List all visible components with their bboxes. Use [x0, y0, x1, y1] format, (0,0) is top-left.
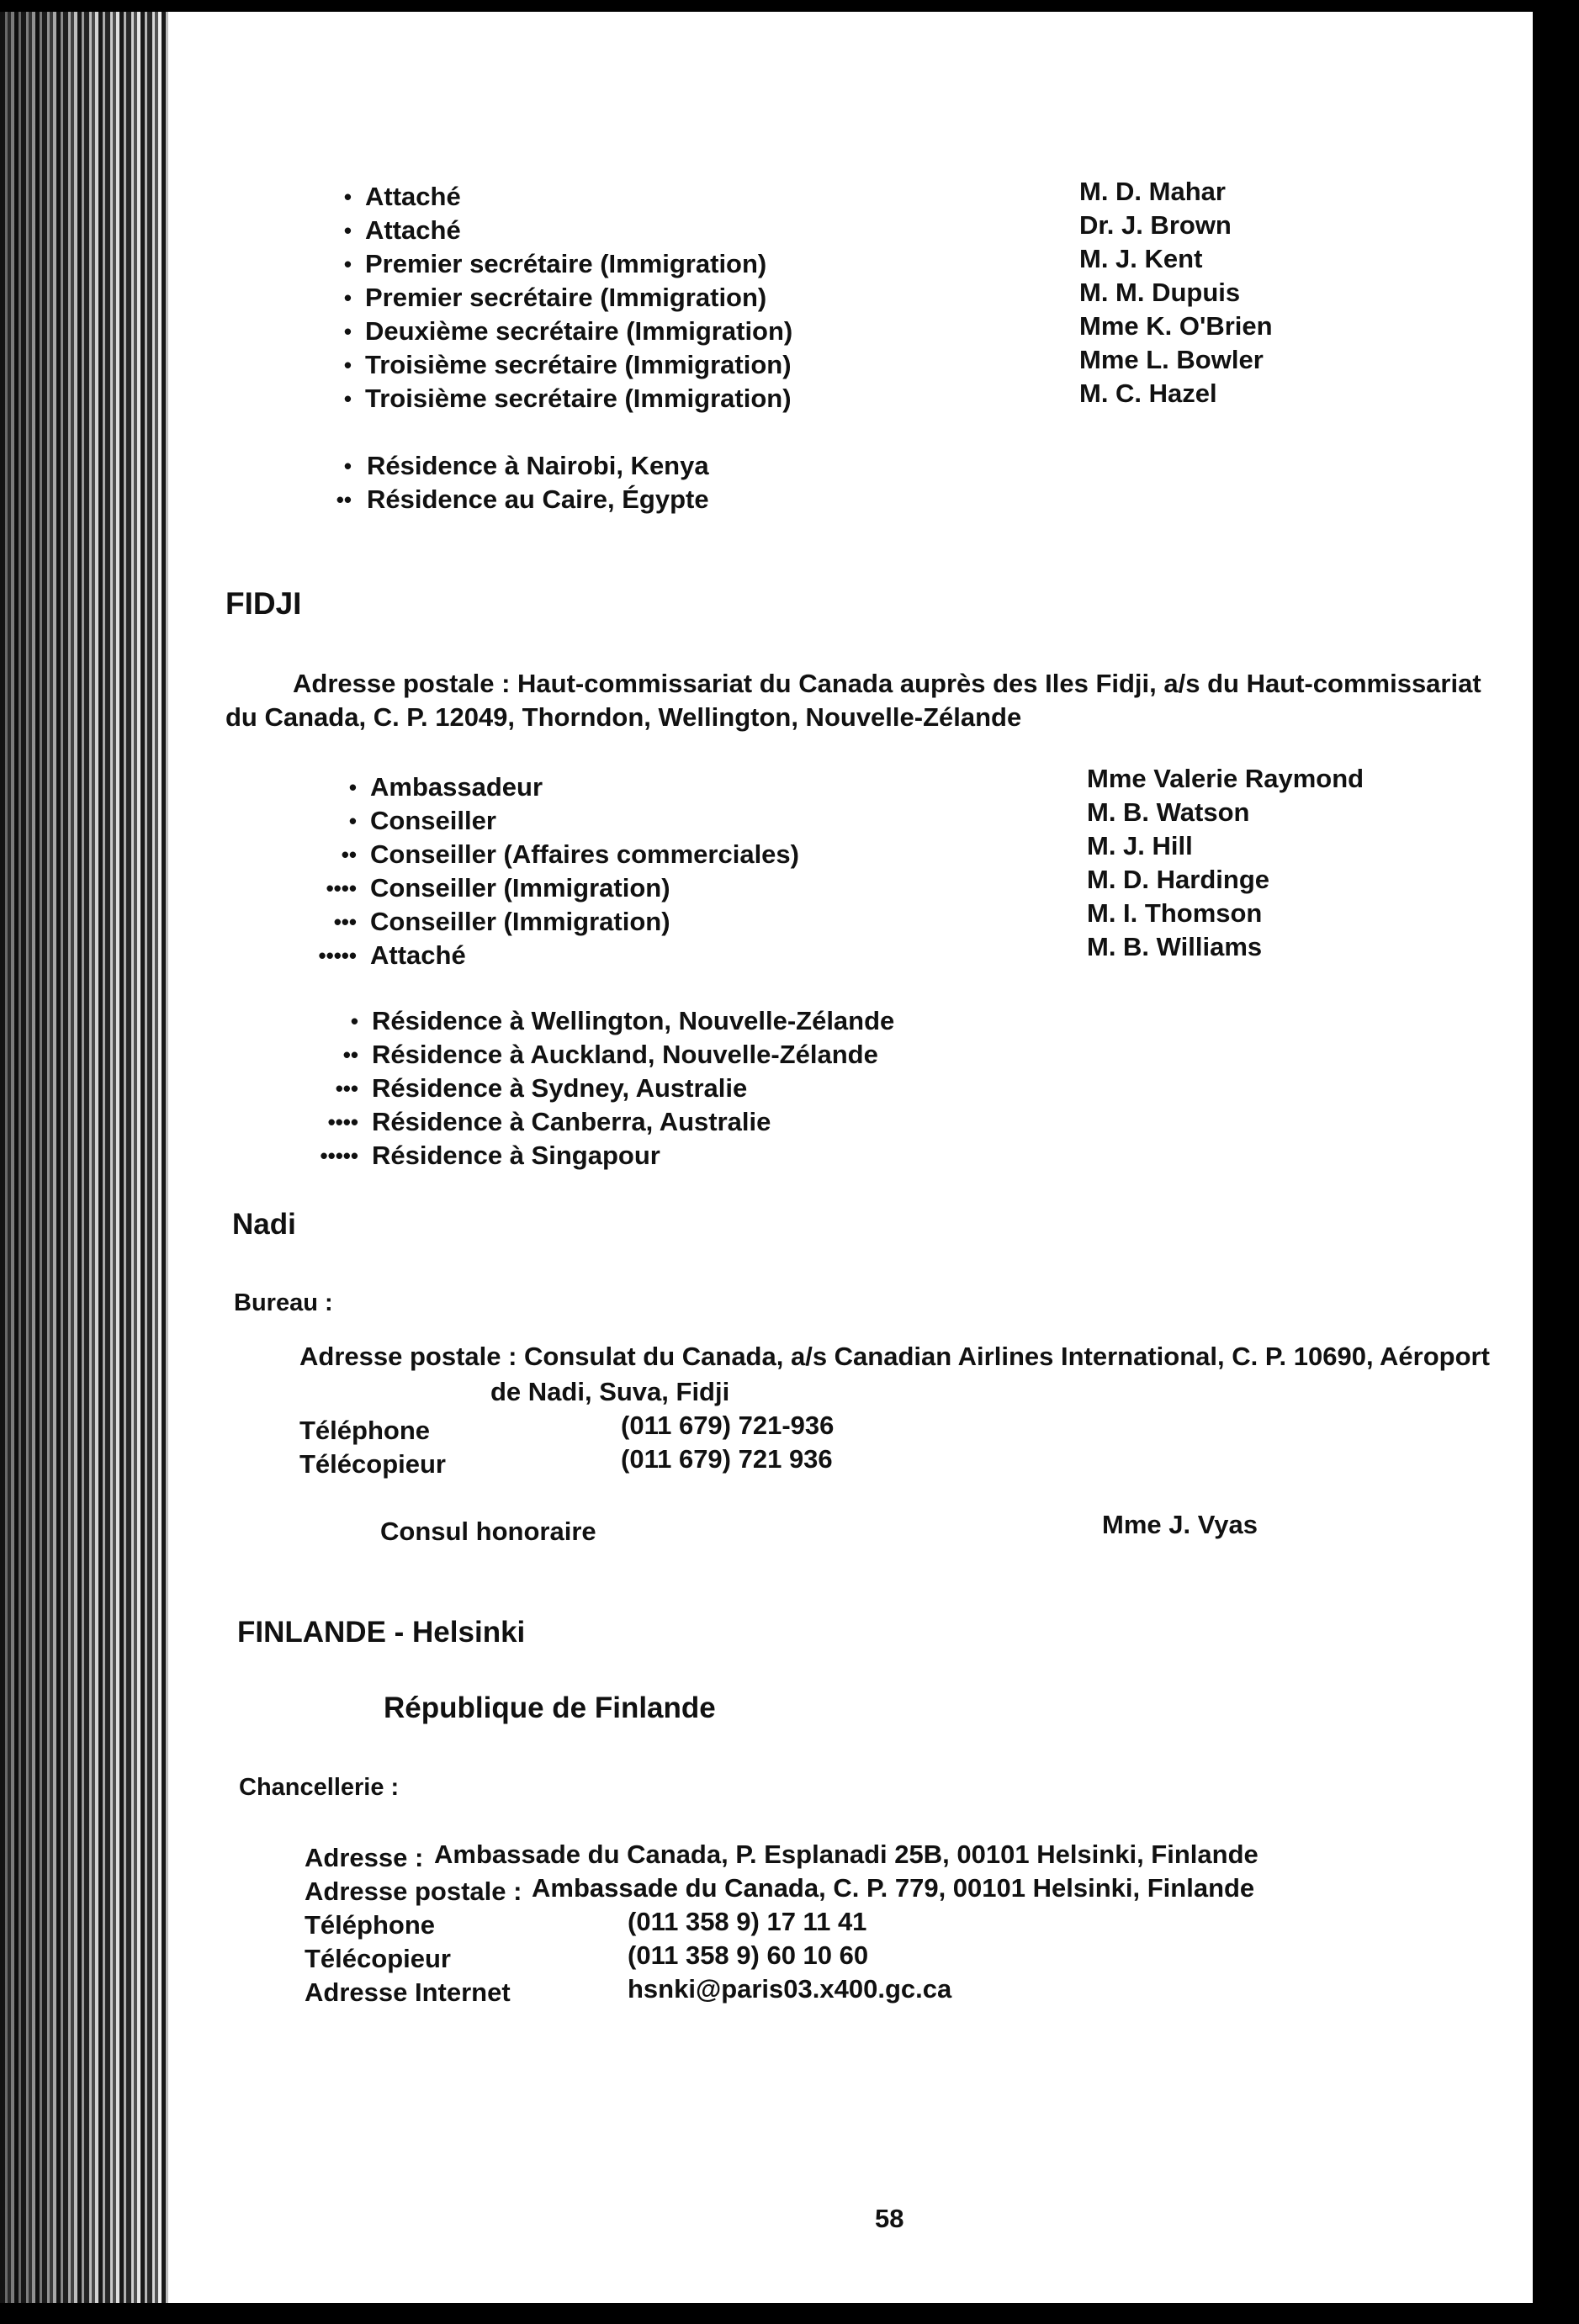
- residence-note: Résidence à Canberra, Australie: [372, 1107, 771, 1136]
- staff-name: M. J. Kent: [1079, 244, 1203, 273]
- finlande-subheading: République de Finlande: [384, 1691, 716, 1724]
- staff-name: M. D. Hardinge: [1087, 865, 1270, 894]
- consul-name: Mme J. Vyas: [1102, 1510, 1258, 1539]
- nadi-address-line2: de Nadi, Suva, Fidji: [490, 1377, 730, 1406]
- staff-title: Conseiller (Affaires commerciales): [370, 839, 799, 869]
- staff-name: M. J. Hill: [1087, 831, 1193, 860]
- staff-name: M. D. Mahar: [1079, 177, 1226, 206]
- bullet: •: [343, 285, 352, 310]
- fidji-address-line1: Adresse postale : Haut-commissariat du Canada auprès des Iles Fidji, a/s du Haut-commissariat: [293, 669, 1481, 698]
- finlande-phone-label: Téléphone: [305, 1910, 436, 1940]
- staff-title: Attaché: [365, 215, 461, 245]
- bullet: •: [350, 1008, 358, 1034]
- finlande-fax-value: (011 358 9) 60 10 60: [628, 1940, 869, 1970]
- staff-name: Mme L. Bowler: [1079, 345, 1264, 374]
- staff-name: Dr. J. Brown: [1079, 210, 1232, 240]
- staff-name: M. B. Watson: [1087, 797, 1250, 827]
- finlande-internet-label: Adresse Internet: [305, 1977, 511, 2007]
- staff-name: Mme Valerie Raymond: [1087, 764, 1364, 793]
- finlande-fax-label: Télécopieur: [305, 1944, 451, 1973]
- residence-note: Résidence au Caire, Égypte: [367, 484, 709, 514]
- bullet: •••: [333, 909, 357, 934]
- bullet: •: [343, 251, 352, 277]
- nadi-fax-label: Télécopieur: [299, 1449, 446, 1479]
- bullet: ••: [341, 842, 357, 867]
- staff-title: Premier secrétaire (Immigration): [365, 283, 767, 312]
- nadi-phone-label: Téléphone: [299, 1416, 431, 1445]
- staff-name: M. M. Dupuis: [1079, 278, 1241, 307]
- page-number: 58: [875, 2204, 904, 2233]
- section-heading-fidji: FIDJI: [225, 586, 302, 621]
- bullet: •: [343, 386, 352, 411]
- consul-title: Consul honoraire: [380, 1517, 596, 1546]
- nadi-fax-value: (011 679) 721 936: [621, 1444, 833, 1474]
- bullet: •: [348, 808, 357, 834]
- staff-title: Attaché: [365, 182, 461, 211]
- scan-border-top: [0, 0, 1579, 12]
- staff-name: M. I. Thomson: [1087, 898, 1263, 928]
- book-spine-edge: [0, 0, 168, 2324]
- residence-note: Résidence à Sydney, Australie: [372, 1073, 748, 1103]
- bullet: •••••: [318, 943, 357, 968]
- bullet: •: [343, 319, 352, 344]
- finlande-postal-label: Adresse postale :: [305, 1877, 522, 1906]
- chancellerie-label: Chancellerie :: [239, 1774, 400, 1801]
- scan-border-bottom: [0, 2303, 1579, 2324]
- scan-border-right: [1533, 0, 1579, 2324]
- staff-title: Troisième secrétaire (Immigration): [365, 384, 792, 413]
- bullet: •: [348, 775, 357, 800]
- nadi-phone-value: (011 679) 721-936: [621, 1411, 835, 1440]
- staff-title: Conseiller (Immigration): [370, 873, 670, 903]
- section-heading-finlande: FINLANDE - Helsinki: [237, 1616, 526, 1649]
- bullet: ••: [336, 487, 352, 512]
- bullet: ••: [342, 1042, 358, 1067]
- bullet: •: [343, 453, 352, 479]
- finlande-address-value: Ambassade du Canada, P. Esplanadi 25B, 00101 Helsinki, Finlande: [434, 1840, 1258, 1869]
- finlande-phone-value: (011 358 9) 17 11 41: [628, 1907, 867, 1936]
- residence-note: Résidence à Singapour: [372, 1141, 660, 1170]
- staff-title: Conseiller (Immigration): [370, 907, 670, 936]
- bullet: •: [343, 352, 352, 378]
- staff-title: Troisième secrétaire (Immigration): [365, 350, 792, 379]
- residence-note: Résidence à Auckland, Nouvelle-Zélande: [372, 1040, 878, 1069]
- finlande-internet-value: hsnki@paris03.x400.gc.ca: [628, 1974, 952, 2004]
- staff-name: Mme K. O'Brien: [1079, 311, 1273, 341]
- finlande-address-label: Adresse :: [305, 1843, 424, 1872]
- staff-title: Conseiller: [370, 806, 496, 835]
- document-page: [168, 12, 1533, 2303]
- residence-note: Résidence à Nairobi, Kenya: [367, 451, 709, 480]
- fidji-address-line2: du Canada, C. P. 12049, Thorndon, Wellington, Nouvelle-Zélande: [225, 702, 1022, 732]
- staff-name: M. B. Williams: [1087, 932, 1263, 961]
- bullet: •••: [335, 1076, 358, 1101]
- staff-title: Attaché: [370, 940, 466, 970]
- bullet: ••••: [326, 876, 357, 901]
- bullet: ••••: [327, 1109, 358, 1135]
- bureau-label: Bureau :: [234, 1289, 333, 1316]
- bullet: •••••: [320, 1143, 358, 1168]
- section-heading-nadi: Nadi: [232, 1208, 296, 1241]
- staff-title: Deuxième secrétaire (Immigration): [365, 316, 793, 346]
- staff-title: Ambassadeur: [370, 772, 543, 802]
- nadi-address-line1: Adresse postale : Consulat du Canada, a/s Canadian Airlines International, C. P. 10690, Aéroport: [299, 1342, 1490, 1371]
- finlande-postal-value: Ambassade du Canada, C. P. 779, 00101 Helsinki, Finlande: [532, 1873, 1255, 1903]
- bullet: •: [343, 218, 352, 243]
- staff-title: Premier secrétaire (Immigration): [365, 249, 767, 278]
- residence-note: Résidence à Wellington, Nouvelle-Zélande: [372, 1006, 895, 1035]
- bullet: •: [343, 184, 352, 209]
- staff-name: M. C. Hazel: [1079, 379, 1217, 408]
